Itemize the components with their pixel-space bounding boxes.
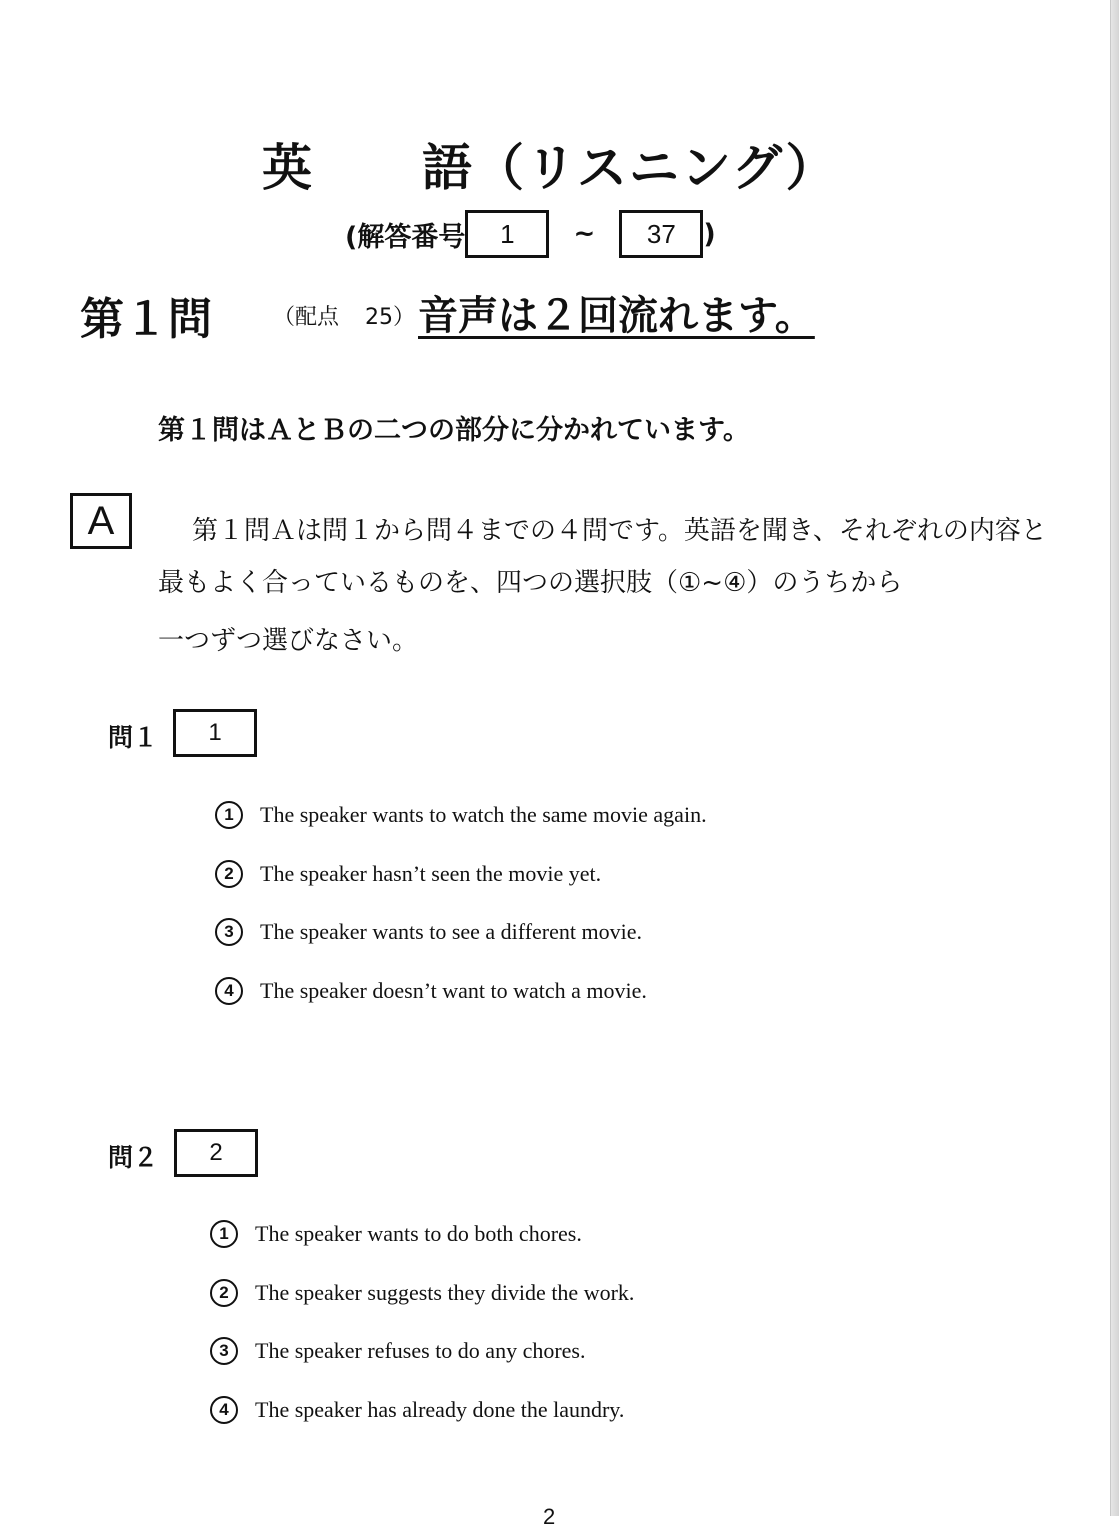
question-2-choice-2 <box>210 1279 634 1307</box>
choice-text: The speaker wants to do both chores. <box>255 1221 582 1246</box>
choice-number: 4 <box>210 1396 238 1424</box>
title-subject: 英 <box>262 139 314 197</box>
choice-number: 3 <box>210 1337 238 1365</box>
question-1-choice-2 <box>215 860 601 888</box>
question-2-choice-4 <box>210 1396 624 1424</box>
section-a-instruction-line-2: 最もよく合っているものを、四つの選択肢（①~④）のうちから <box>158 568 903 598</box>
question-2-label: 問２ <box>108 1143 159 1172</box>
page-number: 2 <box>543 1504 556 1529</box>
choice-number: 2 <box>210 1279 238 1307</box>
question-intro: 第１問はＡとＢの二つの部分に分かれています。 <box>158 415 750 446</box>
question-heading: 第１問 <box>80 294 212 345</box>
answer-range-prefix: (解答番号 <box>345 221 466 253</box>
question-1-choice-4 <box>215 977 647 1005</box>
choice-text: The speaker doesn’t want to watch a movie. <box>260 978 647 1003</box>
question-2-choice-3 <box>210 1337 585 1365</box>
choice-text: The speaker refuses to do any chores. <box>255 1338 586 1363</box>
question-1-label: 問１ <box>108 723 159 752</box>
choice-text: The speaker hasn’t seen the movie yet. <box>260 861 602 886</box>
points-value: 25） <box>365 305 416 330</box>
choice-text: The speaker wants to see a different movie. <box>260 919 643 944</box>
choice-number: 2 <box>215 860 243 888</box>
answer-range-from-box: 1 <box>465 210 549 258</box>
answer-range-to-box: 37 <box>619 210 703 258</box>
title-rest: 語（リスニング） <box>422 139 838 197</box>
answer-number-range <box>345 210 716 258</box>
choice-number: 3 <box>215 918 243 946</box>
points-label <box>273 300 415 331</box>
section-a-instruction-line-1: 第１問Ａは問１から問４までの４問です。英語を聞き、それぞれの内容と <box>192 516 1047 546</box>
choice-number: 4 <box>215 977 243 1005</box>
answer-range-tilde: ~ <box>573 219 596 249</box>
choice-text: The speaker wants to watch the same movie again. <box>260 802 707 827</box>
choice-text: The speaker has already done the laundry. <box>255 1397 625 1422</box>
question-1-answer-box: 1 <box>173 709 257 757</box>
points-prefix: （配点 <box>273 305 340 330</box>
section-a-instruction-line-3: 一つずつ選びなさい。 <box>158 626 419 656</box>
answer-range-suffix: ) <box>703 218 716 250</box>
question-2-choice-1 <box>210 1220 582 1248</box>
choice-number: 1 <box>210 1220 238 1248</box>
choice-text: The speaker suggests they divide the work. <box>255 1280 635 1305</box>
question-1-choice-3 <box>215 918 642 946</box>
question-2-answer-box: 2 <box>174 1129 258 1177</box>
section-a-label: A <box>70 493 132 549</box>
audio-notice: 音声は２回流れます。 <box>418 293 815 339</box>
page-edge-shadow <box>1111 0 1119 1516</box>
choice-number: 1 <box>215 801 243 829</box>
page-title <box>262 128 838 200</box>
question-1-choice-1 <box>215 801 707 829</box>
